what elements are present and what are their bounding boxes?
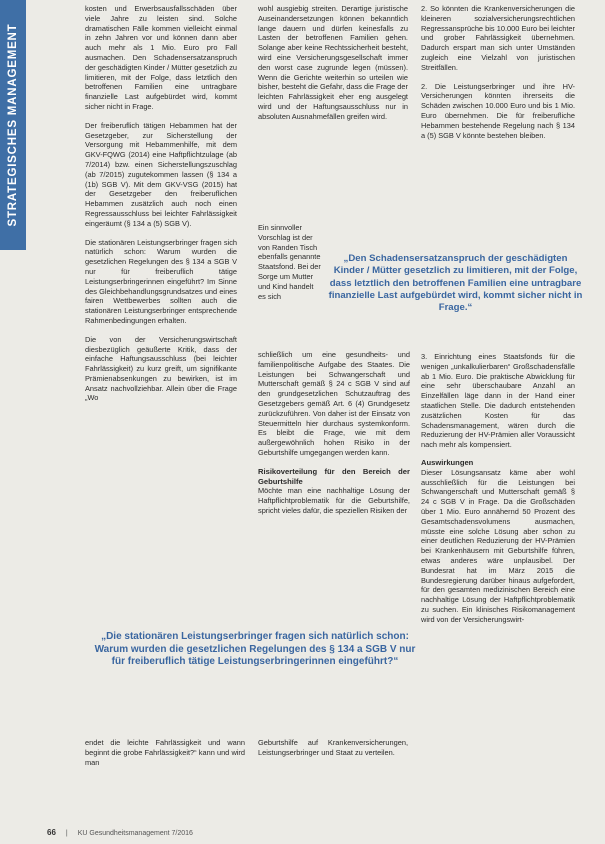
column-right <box>421 4 575 149</box>
section-sidebar <box>0 0 26 250</box>
page-footer: 66 | KU Gesundheitsmanagement 7/2016 <box>47 828 193 837</box>
column-middle-bottom <box>258 738 408 767</box>
publication-name: KU Gesundheitsmanagement 7/2016 <box>77 830 193 837</box>
list-item: 2. Die Leistungserbringer und ihre HV-Versicherungen könnten ihrerseits die Schäden zwischen 10.000 Euro und bis 1 Mio. Euro übernehmen. Die für freiberufliche Hebammen bestehende Regelung nach § 134 a (5) SGB V könnte bestehen bleiben. <box>421 81 575 140</box>
section-label: STRATEGISCHES MANAGEMENT <box>7 23 19 227</box>
paragraph: Die von der Versicherungswirtschaft diesbezüglich geäußerte Kritik, dass der einfache Haftungsausschluss (bei leichter Fahrlässigkeit) zu kurz greift, um signifikante Prämienabsenkungen zu bewirken, ist im Ansatz nachvollziehbar. Allein über die Frage „Wo <box>85 334 237 403</box>
column-middle <box>258 4 408 131</box>
column-left-bottom <box>85 738 245 776</box>
column-right-lower <box>421 352 575 633</box>
paragraph: schließlich um eine gesundheits- und familienpolitische Aufgabe des Staates. Die Leistungen bei Schwangerschaft und Mutterschaft gemäß § 24 c SGB V sind auf den grundgesetzlichen Schutzauftrag des Gesetzgebers gemäß Art. 6 (4) Grundgesetz zurückzuführen. Von daher ist der Einsatz von Steuermitteln hier durchaus systemkonform. Es bleibt die Frage, wie mit dem außergewöhnlich hohen Risiko in der Geburtshilfe umgegangen werden kann. <box>258 350 410 457</box>
pull-quote: „Die stationären Leistungserbringer fragen sich natürlich schon: Warum wurden die gesetzlichen Regelungen des § 134 a SGB V nur für freiberuflich tätige Leistungserbringerinnen eingeführt?“ <box>94 631 416 668</box>
paragraph: Dieser Lösungsansatz käme aber wohl ausschließlich für die Leistungen bei Schwangerschaft und Mutterschaft gemäß § 24 c SGB V in Frage. Da die Großschäden über 1 Mio. Euro annähernd 50 Prozent des Gesamtschadensvolumens ausmachen, müsste eine solche Lösung aber schon zu einer deutlichen Reduzierung der HV-Prämien bei Krankenhäusern mit Geburtshilfe führen, etwas anderes wäre unplausibel. Der Bundesrat hat im März 2015 die Bundesregierung darüber hinaus aufgefordert, für den gesamten medizinischen Bereich eine nachhaltige Lösung der Haftpflichtproblematik zu suchen. Ein klinisches Risikomanagement wird von der Versicherungswirt- <box>421 467 575 624</box>
column-left <box>85 4 237 412</box>
paragraph: Geburtshilfe auf Krankenversicherungen, Leistungserbringer und Staat zu verteilen. <box>258 738 408 757</box>
paragraph: Der freiberuflich tätigen Hebammen hat der Gesetzgeber, zur Sicherstellung der Versorgung mit Hebammenhilfe, mit dem GKV-FQWG (2014) eine Haftpflichtzulage (ab 7/2014) bzw. einen Sicherstellungszuschlag (ab 7/2015) zugutekommen lassen (§ 134 a (1b) SGB V). Mit dem GKV-VSG (2015) hat der Gesetzgeber den freiberuflichen Hebammen zusätzlich auch noch einen Regressausschluss bei leichter Fahrlässigkeit eingeräumt (§ 134 a (5) SGB V). <box>85 120 237 228</box>
paragraph: Die stationären Leistungserbringer fragen sich natürlich schon: Warum wurden die gesetzlichen Regelungen des § 134 a SGB V nur für freiberuflich tätige Leistungserbringerinnen eingeführt? Im Sinne des Gleichbehandlungsgrundsatzes und eines fairen Wettbewerbes sollten auch die stationären Leistungserbringer entsprechende Rahmenbedingungen erhalten. <box>85 237 237 325</box>
paragraph: kosten und Erwerbsausfallsschäden über viele Jahre zu leisten sind. Solche dramatischen Fälle kommen vielleicht einmal in zehn Jahren vor und können dann aber auch mehr als 1 Mio. Euro pro Fall ausmachen. Den Schadensersatzanspruch der geschädigten Kinder / Mütter gesetzlich zu limitieren, mit der Folge, dass letztlich den betroffenen Familien eine untragbare finanzielle Last aufgebürdet wird, kommt sicher nicht in Frage. <box>85 4 238 111</box>
paragraph: Ein sinnvoller Vorschlag ist der von Randen Tisch ebenfalls genannte Staatsfond. Bei der Sorge um Mutter und Kind handelt es sich <box>258 223 321 301</box>
list-item: 2. So könnten die Krankenversicherungen die kleineren sozialversicherungsrechtlichen Regressansprüche bis 10.000 Euro bei leichter und grober Fahrlässigkeit übernehmen. Dadurch erspart man sich unter Umständen zugleich eine Vielzahl von juristischen Streitfällen. <box>421 4 575 72</box>
page-number: 66 <box>47 828 56 837</box>
column-middle-narrow <box>258 223 323 301</box>
paragraph: endet die leichte Fahrlässigkeit und wann beginnt die grobe Fahrlässigkeit?“ kann und wird man <box>85 738 245 767</box>
paragraph: wohl ausgiebig streiten. Derartige juristische Auseinandersetzungen können bekanntlich lange dauern und dürfen keinesfalls zu Lasten der betroffenen Familien gehen. Solange aber keine Rechtssicherheit besteht, wird eine Versicherungsgesellschaft immer den worst case zugrunde legen (müssen). Wenn die Gerichte weiterhin so urteilen wie bisher, besteht die Gefahr, dass die Frage der leichten Fahrlässigkeit eher eng ausgelegt wird und der Haftungsausschluss nur in absoluten Ausnahmefällen greifen wird. <box>258 4 408 121</box>
section-heading: Auswirkungen <box>421 457 474 467</box>
pull-quote: „Den Schadensersatzanspruch der geschädigten Kinder / Mütter gesetzlich zu limitieren, mit der Folge, dass letztlich den betroffenen Familien eine untragbare finanzielle Last aufgebürdet wird, kommt sicher nicht in Frage.“ <box>328 253 583 314</box>
column-middle-lower <box>258 350 410 525</box>
list-item: 3. Einrichtung eines Staatsfonds für die wenigen „unkalkulierbaren“ Großschadensfälle ab 1 Mio. Euro. Die praktische Abwicklung für eine sehr überschaubare Anzahl an Einzelfällen läge dann in der Hand einer staatlichen Stelle. Die dadurch entstehenden zusätzlichen Kosten für das Schadensmanagement, wären durch die Reduzierung der HV-Prämien aller Voraussicht nach mehr als kompensiert. <box>421 352 575 450</box>
section-heading: Risikoverteilung für den Bereich der Geburtshilfe <box>258 466 410 486</box>
paragraph: Möchte man eine nachhaltige Lösung der Haftpflichtproblematik für die Geburtshilfe, spricht vieles dafür, die speziellen Risiken der <box>258 486 410 515</box>
